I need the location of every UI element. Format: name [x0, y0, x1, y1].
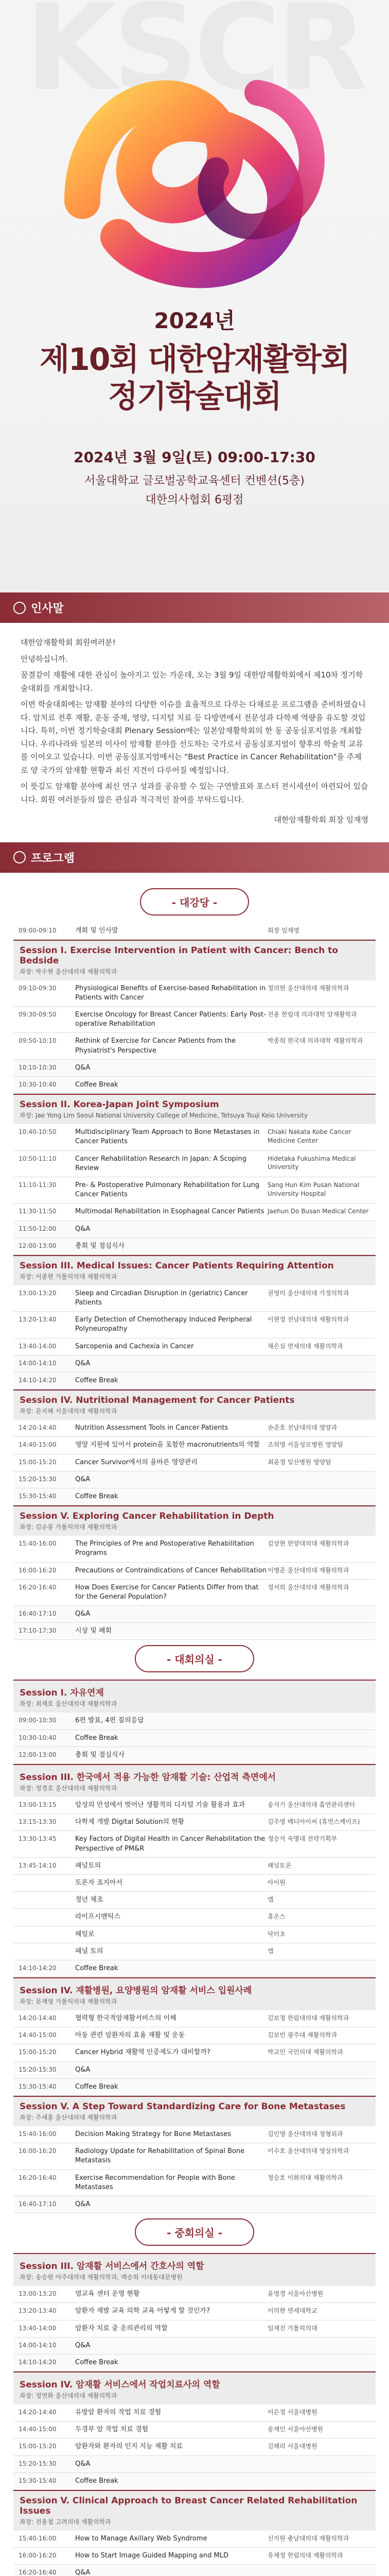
- program-row: [13, 2079, 376, 2096]
- row-time: 13:30-13:45: [19, 1835, 57, 1843]
- program-row: [13, 2027, 376, 2044]
- greeting-sign: 대한암재활학회 회장 임재영: [274, 815, 368, 824]
- session-heading: [13, 2371, 376, 2404]
- row-title: Coffee Break: [75, 2082, 118, 2091]
- program-row: [13, 980, 376, 1007]
- row-time: 16:00-16:20: [19, 2147, 57, 2155]
- program-row: [13, 1858, 376, 1875]
- program-row: [13, 1338, 376, 1355]
- row-title: Physiological Benefits of Exercise-based Rehabilitation in Patients with Cancer: [75, 984, 266, 1002]
- row-speaker: 김해리 서울대병원: [268, 2443, 317, 2450]
- program-row: [13, 1536, 376, 1562]
- program-row: [13, 1831, 376, 1857]
- row-title: 두경부 암 작업 치료 경험: [75, 2426, 149, 2434]
- row-speaker: 이은정 서울대병원: [268, 2409, 317, 2416]
- program-row: [13, 1221, 376, 1238]
- row-speaker: 손준호 전남대의대 영양과: [268, 1424, 338, 1432]
- session-chair: 좌장: 정연화 울산대의대 재활의학과: [20, 2392, 117, 2400]
- row-title: 라이프시맨틱스: [75, 1913, 120, 1921]
- circle-icon: [13, 602, 26, 614]
- row-time: 14:00-14:10: [19, 1359, 57, 1367]
- row-title: How to Manage Axillary Web Syndrome: [75, 2535, 207, 2543]
- program-row: [13, 2196, 376, 2213]
- row-title: 정년 체조: [75, 1896, 103, 1904]
- program-row: [13, 1892, 376, 1909]
- day-heading: [13, 888, 376, 916]
- row-time: 14:20-14:40: [19, 2014, 57, 2022]
- row-time: 09:30-09:50: [19, 1011, 57, 1019]
- session-heading: [13, 940, 376, 980]
- row-title: Cancer Survivor에서의 올바른 영양관리: [75, 1458, 198, 1466]
- row-title: Sleep and Circadian Disruption in (geriatric) Cancer Patients: [75, 1289, 248, 1307]
- row-time: 09:50-10:10: [19, 1037, 57, 1045]
- session-chair: 좌장: Jae Yong Lim Seoul National University College of Medicine, Tetsuya Tsuji Keio University: [20, 1112, 308, 1120]
- session-heading: [13, 2096, 376, 2126]
- row-speaker: 윤영경 서울아산병원: [268, 2290, 324, 2298]
- session-title: Session V. A Step Toward Standardizing Care for Bone Metastases: [20, 2102, 346, 2112]
- row-time: 13:40-14:00: [19, 1342, 57, 1350]
- session-heading: [13, 2490, 376, 2531]
- row-time: 15:00-15:20: [19, 1458, 57, 1466]
- row-time: 15:40-16:00: [19, 2130, 57, 2138]
- row-title: 암환자 재발 교육 의학 교육 어떻게 할 것인가?: [75, 2307, 210, 2315]
- row-time: 16:40-17:10: [19, 1610, 57, 1618]
- row-title: 암환자 치료 중 운의관리의 역할: [75, 2324, 168, 2332]
- program-row: [13, 1563, 376, 1580]
- row-time: 11:50-12:00: [19, 1225, 57, 1232]
- program-row: [13, 2456, 376, 2473]
- row-time: 13:00-13:15: [19, 1801, 57, 1808]
- program-row: [13, 1355, 376, 1372]
- row-title: 암환자와 환자의 인지 지능 재활 치료: [75, 2443, 183, 2451]
- hero-banner: [0, 0, 389, 592]
- session-title: Session III. 암재활 서비스에서 간호사의 역할: [20, 2261, 204, 2272]
- row-title: Coffee Break: [75, 1964, 118, 1972]
- row-title: Coffee Break: [75, 1377, 118, 1384]
- row-time: 12:00-13:00: [19, 1751, 57, 1758]
- row-time: 13:00-13:20: [19, 1289, 57, 1297]
- row-title: Q&A: [75, 2065, 91, 2074]
- program-row: [13, 1623, 376, 1640]
- session-title: Session III. 한국에서 적용 가능한 암재활 기술: 산업적 측면에서: [20, 1772, 276, 1783]
- row-title: 시상 및 폐회: [75, 1627, 112, 1635]
- program-heading: 프로그램: [31, 852, 75, 865]
- row-title: Exercise Oncology for Breast Cancer Patients: Early Post-operative Rehabilitation: [75, 1011, 266, 1028]
- program-row: [13, 1238, 376, 1255]
- program-row: [13, 2303, 376, 2320]
- program-row: [13, 2565, 376, 2576]
- row-time: 10:50-11:10: [19, 1155, 57, 1162]
- program-row: [13, 1420, 376, 1437]
- row-time: 16:00-16:20: [19, 1566, 57, 1574]
- row-time: 10:30-10:40: [19, 1081, 57, 1088]
- greeting-paragraph: 안녕하십니까.: [21, 654, 68, 664]
- row-title: 총회 및 점심식사: [75, 1751, 125, 1759]
- row-title: Rethink of Exercise for Cancer Patients from the Physiatrist's Perspective: [75, 1037, 236, 1055]
- session-title: Session IV. 암재활 서비스에서 작업치료사의 역할: [20, 2380, 220, 2391]
- row-time: 14:10-14:20: [19, 1377, 57, 1384]
- row-title: Q&A: [75, 1359, 91, 1367]
- row-title: Multimodal Rehabilitation in Esophageal Cancer Patients: [75, 1208, 264, 1216]
- row-title: 패널토의: [75, 1861, 101, 1870]
- row-title: 염교육 센터 운영 현황: [75, 2290, 140, 2298]
- row-title: Sarcopenia and Cachexia in Cancer: [75, 1342, 194, 1350]
- row-speaker: 정승석 숙명대 전략기획부: [268, 1835, 338, 1843]
- row-title: Decision Making Strategy for Bone Metastases: [75, 2130, 232, 2138]
- row-speaker: 김상현 한양대의대 재활의학과: [268, 1540, 349, 1548]
- program-row: [13, 2354, 376, 2371]
- row-time: 14:40-15:00: [19, 2031, 57, 2039]
- program-row: [13, 1151, 376, 1177]
- program-row: [13, 1204, 376, 1221]
- row-time: 15:30-15:40: [19, 2477, 57, 2484]
- row-title: Q&A: [75, 1610, 91, 1618]
- program-row: [13, 1372, 376, 1389]
- row-speaker: 휴온스: [268, 1913, 286, 1921]
- program-row: [13, 1730, 376, 1747]
- row-speaker: 최윤정 일산병원 영양팀: [268, 1458, 331, 1466]
- row-speaker: 김인영 울산대의대 정형외과: [268, 2130, 343, 2138]
- program-row: [13, 1177, 376, 1204]
- program-row: [13, 1747, 376, 1764]
- row-speaker: 신지원 충남대의대 재활의학과: [268, 2535, 349, 2542]
- row-speaker: 회장 임재영: [268, 926, 299, 934]
- session-chair: 좌장: 문지혜 서울대의대 재활의학과: [20, 1408, 117, 1415]
- hero-date: 2024년 3월 9일(토) 09:00-17:30: [74, 449, 315, 466]
- row-speaker: 조희영 서울성모병원 영양팀: [268, 1441, 343, 1449]
- session-heading: [13, 2253, 376, 2286]
- row-title: 헤일로: [75, 1930, 95, 1938]
- row-speaker: 아이원: [268, 1878, 286, 1886]
- row-speaker: 패널토론: [268, 1861, 292, 1869]
- greeting-heading-bar: [0, 592, 389, 623]
- row-time: 09:00-09:10: [19, 926, 57, 934]
- row-title: Q&A: [75, 2569, 91, 2576]
- program-row: [13, 2126, 376, 2143]
- program-row: [13, 1471, 376, 1488]
- row-title: Early Detection of Chemotherapy Induced Peripheral Polyneuropathy: [75, 1316, 252, 1333]
- program-row: [13, 2548, 376, 2565]
- program-row: [13, 2531, 376, 2548]
- session-title: Session V. Clinical Approach to Breast Cancer Related Rehabilitation Issues: [20, 2496, 358, 2516]
- row-speaker: Sang Hun Kim Pusan National University Hospital: [268, 1181, 360, 1197]
- hero-title-line1: 제10회 대한암재활학회: [39, 342, 350, 378]
- program-row: [13, 1960, 376, 1977]
- program-row: [13, 1580, 376, 1606]
- row-speaker: 정의현 울산대의대 재활의학과: [268, 984, 349, 992]
- hero-text: [0, 304, 389, 507]
- row-title: Coffee Break: [75, 1081, 118, 1089]
- program-row: [13, 2170, 376, 2196]
- program-row: [13, 1060, 376, 1077]
- row-time: 13:40-14:00: [19, 2324, 57, 2332]
- session-heading: [13, 1255, 376, 1285]
- program-row: [13, 923, 376, 940]
- row-speaker: 이수호 울산대의대 영상의학과: [268, 2147, 349, 2155]
- row-speaker: 이병준 울산대의대 재활의학과: [268, 1566, 349, 1574]
- row-time: 14:20-14:40: [19, 1424, 57, 1432]
- row-time: 15:30-15:40: [19, 1492, 57, 1500]
- row-time: 12:00-13:00: [19, 1242, 57, 1249]
- row-speaker: 정승호 이화의대 재활의학과: [268, 2174, 343, 2181]
- row-time: 14:20-14:40: [19, 2409, 57, 2416]
- row-title: Coffee Break: [75, 1492, 118, 1500]
- row-time: 15:20-15:30: [19, 2460, 57, 2467]
- session-chair: 좌장: 전용철 고려의대 재활의학과: [20, 2518, 111, 2526]
- row-time: 15:20-15:30: [19, 2065, 57, 2073]
- row-speaker: 정서희 울산대의대 재활의학과: [268, 1583, 349, 1591]
- row-time: 09:10-09:30: [19, 984, 57, 992]
- session-chair: 좌장: 김순봉 가톨릭의대 재활의학과: [20, 1523, 117, 1531]
- program-row: [13, 1943, 376, 1960]
- row-time: 15:00-15:20: [19, 2443, 57, 2450]
- session-title: Session II. Korea-Japan Joint Symposium: [20, 1099, 219, 1110]
- row-speaker: 전용 한림대 의과대학 암재활학과: [268, 1011, 357, 1019]
- program-row: [13, 2421, 376, 2438]
- program-row: [13, 1454, 376, 1471]
- row-title: The Principles of Pre and Postoperative Rehabilitation Programs: [75, 1540, 254, 1557]
- row-time: 13:15-13:30: [19, 1818, 57, 1826]
- row-speaker: 앱: [268, 1947, 274, 1955]
- row-title: Nutrition Assessment Tools in Cancer Patients: [75, 1424, 228, 1432]
- row-time: 13:20-13:40: [19, 1316, 57, 1324]
- program-row: [13, 1033, 376, 1059]
- row-speaker: 닥터초: [268, 1930, 286, 1938]
- day-heading-label: - 대회의실 -: [135, 1645, 254, 1672]
- row-speaker: Jaehun Do Busan Medical Center: [268, 1208, 369, 1215]
- session-title: Session IV. Nutritional Management for Cancer Patients: [20, 1395, 295, 1406]
- row-time: 11:10-11:30: [19, 1181, 57, 1189]
- program-row: [13, 1437, 376, 1454]
- session-title: Session I. Exercise Intervention in Patient with Cancer: Bench to Bedside: [20, 945, 338, 966]
- session-heading: [13, 1389, 376, 1420]
- program-row: [13, 1285, 376, 1312]
- row-title: Multidisciplinary Team Approach to Bone Metastases in Cancer Patients: [75, 1128, 260, 1146]
- program-row: [13, 1606, 376, 1623]
- row-title: 패널 토의: [75, 1947, 103, 1955]
- session-title: Session III. Medical Issues: Cancer Patients Requiring Attention: [20, 1260, 334, 1271]
- row-time: 16:20-16:40: [19, 2569, 57, 2576]
- program-row: [13, 1124, 376, 1150]
- row-title: 암성의 만성에서 벗어난 생활적의 디지털 기술 활용과 효과: [75, 1801, 245, 1809]
- row-speaker: 유재정 한림의대 재활의학과: [268, 2552, 343, 2560]
- session-title: Session I. 자유연제: [20, 1688, 104, 1699]
- day-heading-label: - 대강당 -: [140, 888, 250, 916]
- program-row: [13, 2337, 376, 2354]
- row-time: 14:40-15:00: [19, 2426, 57, 2433]
- row-time: 14:10-14:20: [19, 1964, 57, 1972]
- row-title: Exercise Recommendation for People with Bone Metastases: [75, 2174, 235, 2191]
- program-row: [13, 1007, 376, 1033]
- row-time: 17:10-17:30: [19, 1627, 57, 1635]
- row-title: Cancer Rehabilitation Research in Japan: A Scoping Review: [75, 1155, 246, 1172]
- row-title: Q&A: [75, 1063, 91, 1072]
- greeting-paragraph: 꿈결같이 재활에 대한 관심이 높아지고 있는 가운데, 오는 3월 9일 대한암재활학회에서 제10차 정기학술대회를 개최합니다.: [21, 670, 363, 693]
- program-row: [13, 1713, 376, 1730]
- row-speaker: 박교민 국민의대 재활의학과: [268, 2048, 343, 2056]
- session-heading: [13, 1977, 376, 2010]
- program-row: [13, 2473, 376, 2490]
- hero-title-line2: 정기학술대회: [108, 379, 281, 415]
- row-speaker: 송재인 서울아산병원: [268, 2426, 324, 2433]
- greeting-heading: 인사말: [31, 602, 64, 615]
- row-speaker: Hidetaka Fukushima Medical University: [268, 1155, 356, 1171]
- row-time: 13:00-13:20: [19, 2290, 57, 2298]
- row-time: 15:40-16:00: [19, 2535, 57, 2542]
- row-speaker: 박종희 한국대 의과대학 재활의학과: [268, 1037, 363, 1045]
- session-chair: 좌장: 송승현 아주대의대 재활의학과, 백승희 이대동대문병원: [20, 2274, 183, 2281]
- row-title: Q&A: [75, 2200, 91, 2208]
- program-row: [13, 1488, 376, 1505]
- program-row: [13, 1909, 376, 1926]
- row-speaker: 송석기 울산대의대 흡연관리센터: [268, 1801, 355, 1808]
- row-speaker: Chiaki Nakata Kobe Cancer Medicine Center: [268, 1128, 351, 1144]
- program-row: [13, 2286, 376, 2303]
- session-chair: 좌장: 문재영 가톨릭의대 재활의학과: [20, 1998, 117, 2006]
- row-speaker: 김보빈 광주대 재활의학과: [268, 2031, 338, 2039]
- row-time: 14:40-15:00: [19, 1441, 57, 1449]
- program-row: [13, 2044, 376, 2061]
- row-time: 15:00-15:20: [19, 2048, 57, 2056]
- program-row: [13, 1926, 376, 1943]
- row-speaker: 이현정 전남대의대 재활의학과: [268, 1316, 349, 1324]
- row-time: 14:10-14:20: [19, 2358, 57, 2366]
- row-time: 10:10-10:30: [19, 1063, 57, 1071]
- session-chair: 좌장: 서종현 가톨릭의대 재활의학과: [20, 1273, 117, 1280]
- hero-credit: 대한의사협회 6평점: [145, 494, 244, 506]
- row-speaker: 김주영 메디아이씨 (휴먼스케이프): [268, 1818, 360, 1826]
- session-title: Session IV. 재활병원, 요양병원의 암재활 서비스 입원사례: [20, 1986, 252, 1996]
- row-speaker: 이의현 연세대학교: [268, 2307, 317, 2315]
- session-heading: [13, 1505, 376, 1536]
- row-title: Q&A: [75, 2341, 91, 2349]
- greeting-paragraph: 대한암재활학회 회원여러분!: [21, 638, 116, 647]
- row-title: Coffee Break: [75, 2477, 118, 2485]
- row-title: 협력형 한국적암재활서비스의 이해: [75, 2014, 176, 2023]
- row-title: How to Start Image Guided Mapping and MLD: [75, 2552, 228, 2560]
- row-speaker: 앱: [268, 1896, 274, 1904]
- program-row: [13, 2320, 376, 2337]
- row-time: 16:40-17:10: [19, 2200, 57, 2208]
- row-title: 개회 및 인사말: [75, 926, 118, 935]
- row-title: Coffee Break: [75, 1734, 118, 1742]
- session-title: Session V. Exploring Cancer Rehabilitation in Depth: [20, 1511, 274, 1522]
- row-title: Cancer Hybrid 재활역 인증제도가 대비할까?: [75, 2048, 210, 2057]
- hero-venue: 서울대학교 글로벌공학교육센터 컨벤션(5층): [84, 474, 305, 487]
- program-row: [13, 2010, 376, 2027]
- row-title: 6편 발표, 4편 질의응답: [75, 1717, 144, 1725]
- program-row: [13, 1312, 376, 1338]
- program-row: [13, 2062, 376, 2079]
- row-time: 15:40-16:00: [19, 1540, 57, 1548]
- row-title: 다학제 개발 Digital Solution의 현황: [75, 1818, 185, 1826]
- row-time: 14:00-14:10: [19, 2341, 57, 2349]
- program-row: [13, 2143, 376, 2170]
- session-chair: 좌장: 주세홍 울산대의대 재활의학과: [20, 2114, 117, 2121]
- circle-icon: [13, 851, 26, 863]
- row-speaker: 김보정 한림대의대 재활의학과: [268, 2014, 349, 2022]
- row-title: Pre- & Postoperative Pulmonary Rehabilitation for Lung Cancer Patients: [75, 1181, 260, 1199]
- program-row: [13, 1875, 376, 1892]
- session-chair: 좌장: 정경호 울산대의대 재활의학과: [20, 1785, 117, 1792]
- session-heading: [13, 1680, 376, 1713]
- hero-year: 2024년: [154, 308, 235, 333]
- greeting-paragraph: 이번 학술대회에는 암재활 분야의 다양한 이슈를 효율적으로 다루는 다채로운 프로그램을 준비하였습니다. 암치료 전후 재활, 운동 중재, 영양, 디지털 치료 등 다방면에서 전문성과 다학제 역량을 유도할 것입니다. 특히, 이번 정기학술대회 Plenary Session에는 일본암재활학회의 한 동 공동심포지엄을 개최합니다. 우리나라와 일본의 이사이 암재활 분야를 선도하는 국가로서 공동심포지엄이 향후의 학술적 교류를 이어오고 있습니다. 이번 공동심포지엄에서는 "Best Practice in Cancer Rehabilitation"을 주제로 양 국가의 암재활 현황과 최신 지견이 다루어질 예정입니다.: [21, 700, 366, 775]
- session-chair: 좌장: 박수현 울산대의대 재활의학과: [20, 968, 117, 975]
- program-row: [13, 2404, 376, 2421]
- row-title: Radiology Update for Rehabilitation of Spinal Bone Metastasis: [75, 2147, 245, 2165]
- row-time: 16:20-16:40: [19, 2174, 57, 2181]
- row-title: Precautions or Contraindications of Cancer Rehabilitation: [75, 1566, 267, 1574]
- row-time: 09:00-10:30: [19, 1717, 57, 1724]
- greeting-paragraph: 이 뜻깊도 암재활 분야에 최신 연구 성과를 공유할 수 있는 구연발표와 포스터 전시세션이 마련되어 있습니다. 회원 여러분들의 많은 관심과 적극적인 참여를 부탁드립니다.: [21, 782, 368, 804]
- row-title: Q&A: [75, 2460, 91, 2468]
- day-heading: [13, 2218, 376, 2246]
- program-row: [13, 1077, 376, 1094]
- row-time: 16:20-16:40: [19, 1583, 57, 1591]
- row-title: 토론자 조지아서: [75, 1878, 123, 1887]
- program-row: [13, 1797, 376, 1814]
- row-title: How Does Exercise for Cancer Patients Differ from that for the General Population?: [75, 1583, 259, 1601]
- program-row: [13, 1814, 376, 1831]
- hero-swirl-graphic: [41, 31, 350, 299]
- row-title: 총회 및 점심식사: [75, 1242, 125, 1250]
- row-title: Key Factors of Digital Health in Cancer Rehabilitation the Perspective of PM&R: [75, 1835, 266, 1853]
- row-time: 15:30-15:40: [19, 2082, 57, 2090]
- row-title: 영양 지원에 있어서 protein을 포함한 macronutrients의 역할: [75, 1441, 260, 1449]
- row-time: 11:30-11:50: [19, 1208, 57, 1215]
- day-heading-label: - 중회의실 -: [135, 2218, 254, 2246]
- session-heading: [13, 1764, 376, 1797]
- row-title: Q&A: [75, 1225, 91, 1233]
- session-chair: 좌장: 최재호 울산대의대 재활의학과: [20, 1700, 117, 1708]
- row-time: 15:20-15:30: [19, 1475, 57, 1483]
- row-title: 유방암 환자의 작업 치료 경험: [75, 2409, 162, 2417]
- row-speaker: 임재진 가톨릭의대: [268, 2324, 317, 2332]
- program-schedule: [0, 873, 389, 2576]
- day-heading: [13, 1645, 376, 1672]
- row-time: 10:30-10:40: [19, 1734, 57, 1741]
- row-time: 13:20-13:40: [19, 2307, 57, 2315]
- row-title: Coffee Break: [75, 2358, 118, 2366]
- row-speaker: 채은실 연세의대 재활의학과: [268, 1342, 343, 1350]
- row-speaker: 권영미 울산대의대 가정의학과: [268, 1289, 349, 1297]
- session-heading: [13, 1094, 376, 1124]
- program-row: [13, 2438, 376, 2455]
- row-title: 아동 관련 암환자의 효율 재활 및 운동: [75, 2031, 185, 2040]
- row-time: 13:45-14:10: [19, 1861, 57, 1869]
- row-title: Q&A: [75, 1475, 91, 1483]
- row-time: 10:40-10:50: [19, 1128, 57, 1136]
- greeting-body: [0, 623, 389, 842]
- row-time: 16:00-16:20: [19, 2552, 57, 2560]
- program-heading-bar: [0, 842, 389, 873]
